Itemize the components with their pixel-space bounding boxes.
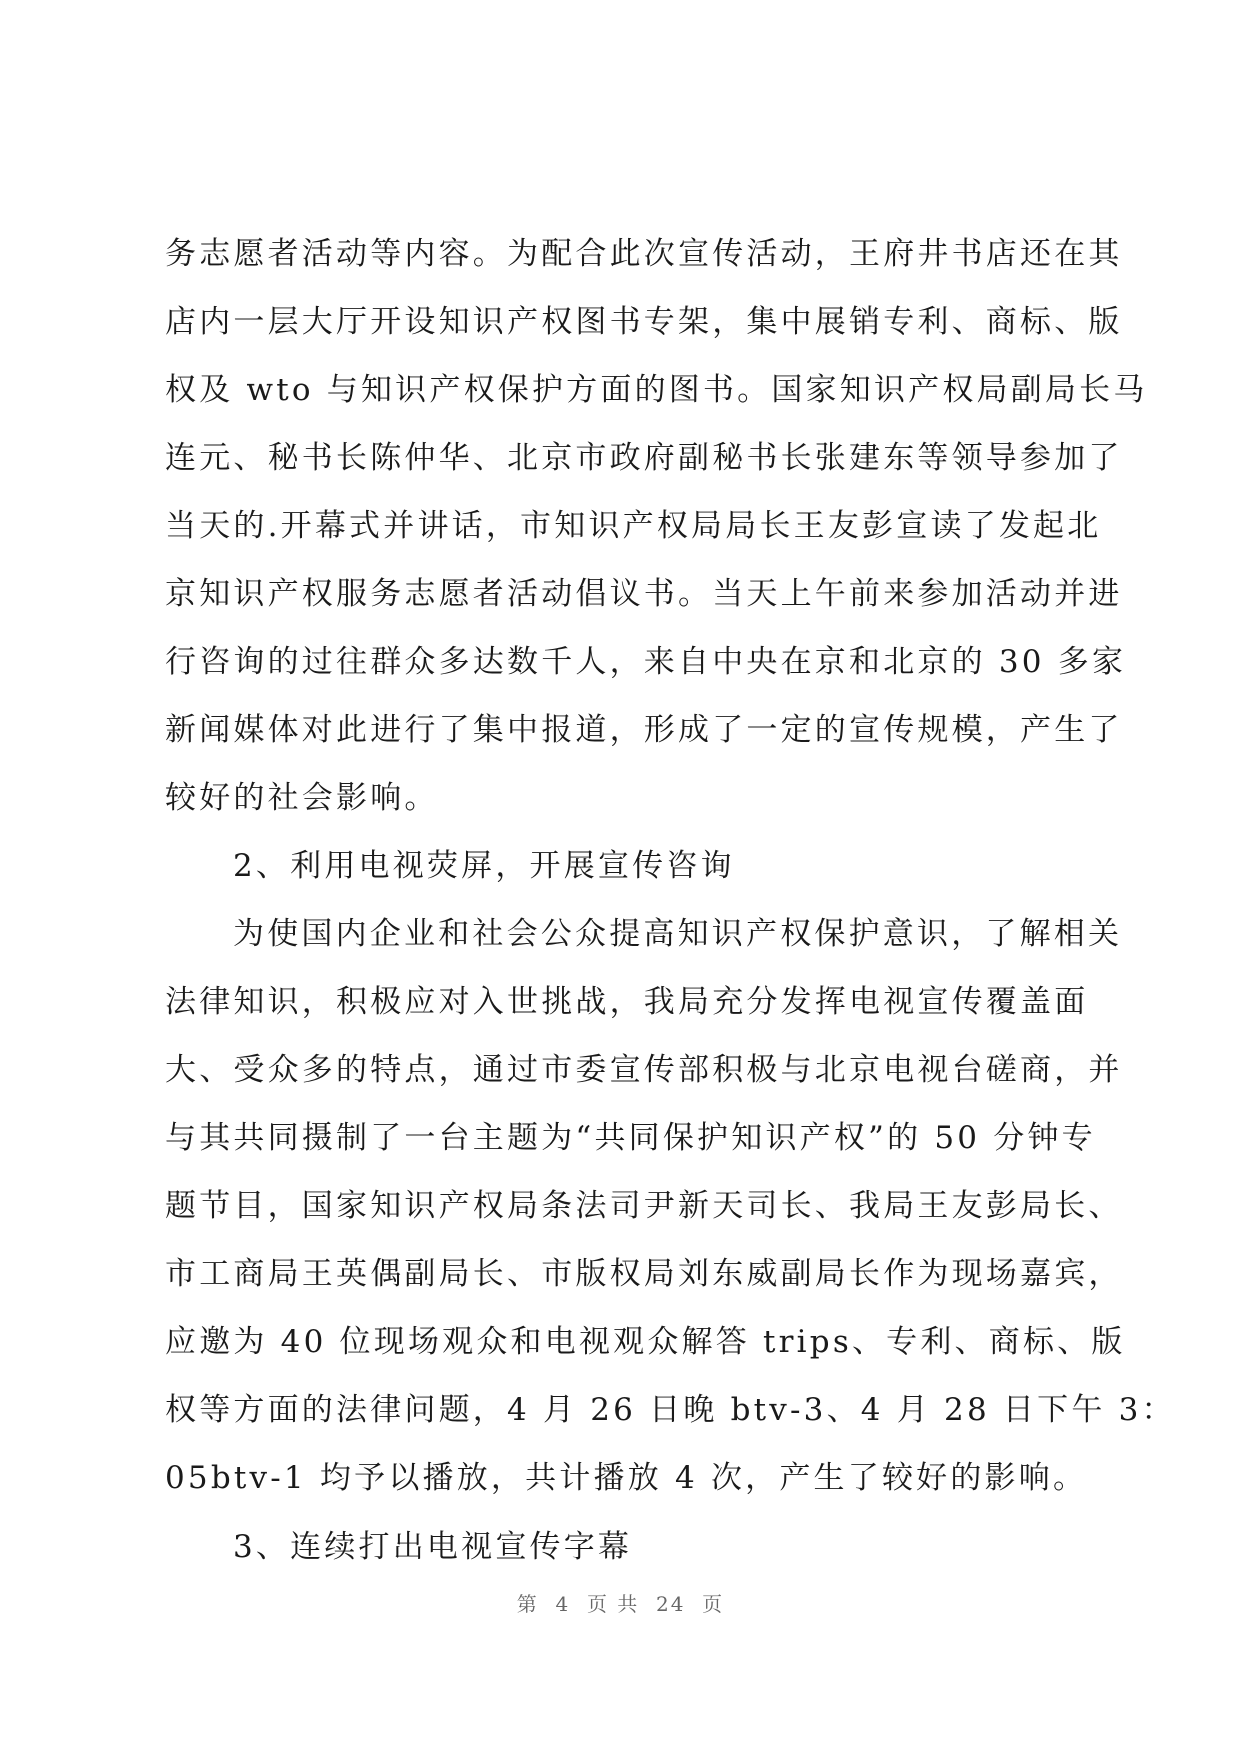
body-text-line: 题节目，国家知识产权局条法司尹新天司长、我局王友彭局长、 [165, 1188, 1123, 1224]
section-heading-2: 2、利用电视荧屏，开展宣传咨询 [233, 848, 735, 884]
body-text-line: 较好的社会影响。 [165, 780, 439, 816]
body-text-line: 权及 wto 与知识产权保护方面的图书。国家知识产权局副局长马 [165, 372, 1148, 408]
body-text-line: 与其共同摄制了一台主题为“共同保护知识产权”的 50 分钟专 [165, 1120, 1096, 1156]
body-text-line: 务志愿者活动等内容。为配合此次宣传活动，王府井书店还在其 [165, 236, 1123, 272]
body-text-line: 连元、秘书长陈仲华、北京市政府副秘书长张建东等领导参加了 [165, 440, 1123, 476]
section-heading-3: 3、连续打出电视宣传字幕 [233, 1529, 633, 1565]
page-number-footer: 第 4 页 共 24 页 [516, 1592, 725, 1616]
body-text-line: 权等方面的法律问题，4 月 26 日晚 btv-3、4 月 28 日下午 3： [165, 1392, 1176, 1428]
body-text-line: 店内一层大厅开设知识产权图书专架，集中展销专利、商标、版 [165, 304, 1123, 340]
body-text-line: 京知识产权服务志愿者活动倡议书。当天上午前来参加活动并进 [165, 576, 1123, 612]
body-text-line: 为使国内企业和社会公众提高知识产权保护意识，了解相关 [233, 916, 1123, 952]
body-text-line: 当天的.开幕式并讲话，市知识产权局局长王友彭宣读了发起北 [165, 508, 1102, 544]
body-text-line: 新闻媒体对此进行了集中报道，形成了一定的宣传规模，产生了 [165, 712, 1123, 748]
body-text-line: 法律知识，积极应对入世挑战，我局充分发挥电视宣传覆盖面 [165, 984, 1089, 1020]
body-text-line: 行咨询的过往群众多达数千人，来自中央在京和北京的 30 多家 [165, 644, 1127, 680]
body-text-line: 大、受众多的特点，通过市委宣传部积极与北京电视台磋商，并 [165, 1052, 1123, 1088]
body-text-line: 05btv-1 均予以播放，共计播放 4 次，产生了较好的影响。 [165, 1460, 1088, 1496]
body-text-line: 应邀为 40 位现场观众和电视观众解答 trips、专利、商标、版 [165, 1324, 1126, 1360]
body-text-line: 市工商局王英偶副局长、市版权局刘东威副局长作为现场嘉宾， [165, 1256, 1123, 1292]
